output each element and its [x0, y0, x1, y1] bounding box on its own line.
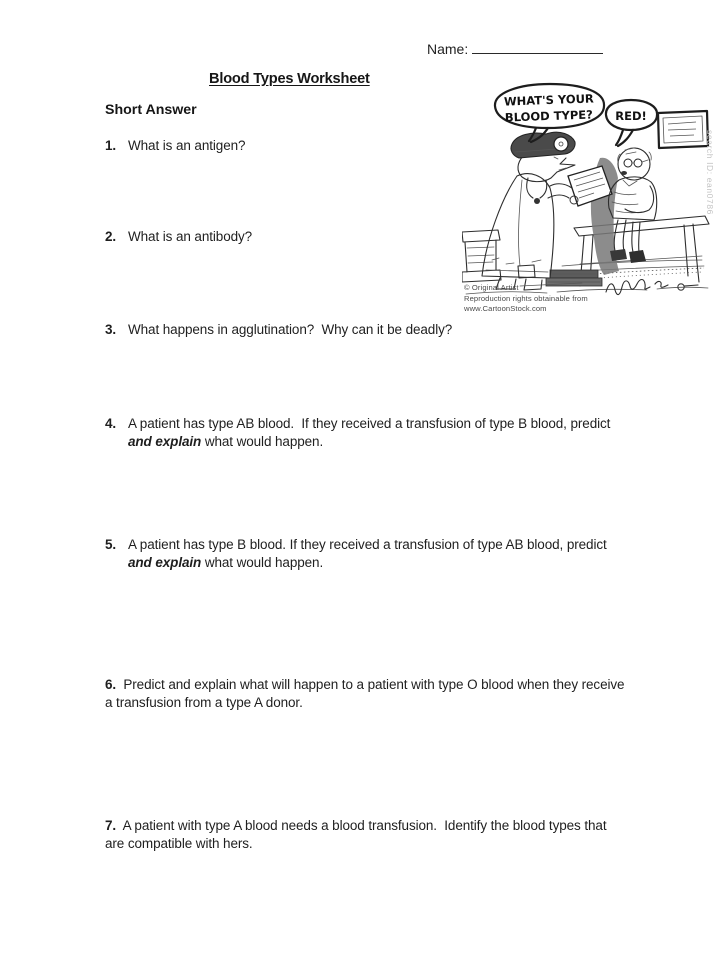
speech-bubble-doctor-line1: WHAT'S YOUR: [503, 91, 595, 109]
question-line-2: are compatible with hers.: [105, 836, 253, 851]
question-line-1: [105, 817, 645, 835]
question-3: [105, 321, 452, 339]
question-5: [105, 536, 607, 572]
question-number: 2.: [105, 229, 117, 244]
reproduction-rights-line: Reproduction rights obtainable from: [464, 294, 588, 303]
copyright-credit-line: © Original Artist: [464, 283, 519, 292]
question-number: 7.: [105, 818, 117, 833]
question-text: Predict and explain what will happen to a patient with type O blood when they receive: [123, 677, 625, 692]
question-line-2: [128, 554, 607, 572]
emphasis-text: and explain: [128, 555, 202, 570]
question-7: [105, 817, 645, 853]
emphasis-text: and explain: [128, 434, 202, 449]
name-label: Name:: [427, 41, 469, 57]
question-number: 4.: [105, 416, 117, 431]
question-line-2: [128, 433, 610, 451]
question-line-2-rest: what would happen.: [201, 555, 324, 570]
name-blank-line: [472, 40, 603, 54]
question-2: [105, 228, 252, 246]
question-number: 6.: [105, 677, 117, 692]
question-1: [105, 137, 245, 155]
search-id-watermark: search ID: ean0786: [705, 130, 715, 215]
question-line-1: A patient has type B blood. If they received a transfusion of type AB blood, predict: [128, 537, 607, 552]
wall-frame: [658, 111, 708, 148]
patient-figure: [608, 148, 656, 263]
question-4: [105, 415, 610, 451]
page-title: Blood Types Worksheet: [209, 71, 370, 87]
question-line-2-rest: what would happen.: [201, 434, 324, 449]
question-line-2: a transfusion from a type A donor.: [105, 695, 303, 710]
question-text: What is an antibody?: [128, 229, 253, 244]
question-text: [128, 415, 610, 451]
bench-sketch: [462, 230, 501, 282]
question-line-1: A patient has type AB blood. If they received a transfusion of type B blood, predict: [128, 416, 611, 431]
question-text: [128, 536, 607, 572]
question-number: 3.: [105, 322, 117, 337]
question-number: 1.: [105, 138, 117, 153]
section-heading: Short Answer: [105, 102, 197, 118]
speech-bubble-doctor-line2: BLOOD TYPE?: [504, 107, 594, 125]
question-number: 5.: [105, 537, 117, 552]
question-text: What happens in agglutination? Why can it be deadly?: [128, 322, 453, 337]
name-row: [427, 40, 603, 57]
blood-type-cartoon: [462, 80, 714, 320]
cartoonstock-url: www.CartoonStock.com: [464, 304, 547, 313]
question-text: A patient with type A blood needs a blood transfusion. Identify the blood types that: [122, 818, 607, 833]
speech-bubble-patient: [606, 100, 657, 146]
question-text: What is an antigen?: [128, 138, 246, 153]
question-line-1: [105, 676, 645, 694]
question-6: [105, 676, 645, 712]
speech-bubble-patient-text: RED!: [615, 109, 647, 123]
